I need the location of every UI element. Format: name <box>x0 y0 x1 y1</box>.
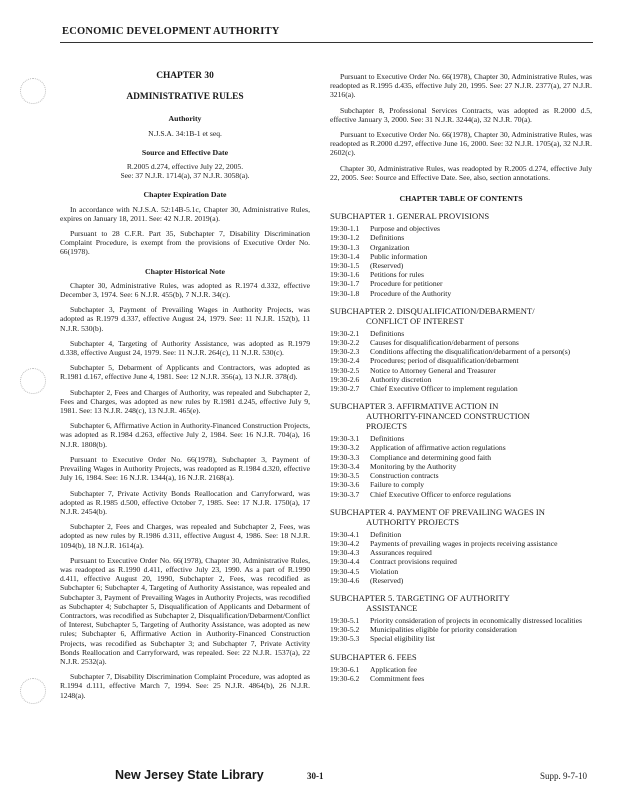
section-number: 19:30-1.1 <box>330 224 360 234</box>
left-column <box>60 72 310 706</box>
toc-entry <box>330 443 592 452</box>
section-number: 19:30-4.1 <box>330 529 360 539</box>
paragraph: Subchapter 3, Payment of Prevailing Wages in Authority Projects, was adopted as R.1979 d.337, effective August 24, 1979. See: 11 N.J.R. 152(b), 11 N.J.R. 530(b). <box>60 305 310 333</box>
toc-entry <box>330 634 592 643</box>
paragraph: Pursuant to Executive Order No. 66(1978), Subchapter 3, Payment of Prevailing Wages in Authority Projects, was readopted as R.1984 d.320, effective July 16, 1984. See: 16 N.J.R. 1344(a), 16 N.J.R. 2168(a). <box>60 454 310 483</box>
punch-hole <box>20 368 46 394</box>
subchapter-title-line: AUTHORITY-FINANCED CONSTRUCTION <box>366 411 530 422</box>
section-title: Definitions <box>370 434 405 444</box>
section-number: 19:30-4.4 <box>330 557 360 567</box>
section-number: 19:30-3.1 <box>330 434 360 444</box>
section-number: 19:30-2.6 <box>330 374 360 384</box>
section-number: 19:30-2.4 <box>330 356 360 366</box>
paragraph: Chapter 30, Administrative Rules, was adopted as R.1974 d.332, effective December 3, 1974. See: 6 N.J.R. 455(b), 7 N.J.R. 34(c). <box>60 280 310 300</box>
subchapter-heading <box>330 211 592 221</box>
section-number: 19:30-2.2 <box>330 338 360 348</box>
paragraph: Pursuant to Executive Order No. 66(1978), Chapter 30, Administrative Rules, was readopted as R.2000 d.297, effective June 16, 2000. See: 32 N.J.R. 1705(a), 32 N.J.R. 2602(c). <box>330 130 592 158</box>
toc-entry <box>330 576 592 585</box>
section-title: Conditions affecting the disqualification/debarment of a person(s) <box>370 347 571 357</box>
subchapter-title-line: SUBCHAPTER 3. AFFIRMATIVE ACTION IN <box>330 401 499 412</box>
toc-entry <box>330 243 592 252</box>
subchapter-heading <box>330 306 592 326</box>
toc-entry <box>330 434 592 443</box>
section-title: Monitoring by the Authority <box>370 461 457 471</box>
section-number: 19:30-1.2 <box>330 233 360 243</box>
section-number: 19:30-3.4 <box>330 461 360 471</box>
section-title: Organization <box>370 242 410 252</box>
authority-heading: Authority <box>168 114 202 124</box>
punch-hole <box>20 678 46 704</box>
header-rule <box>60 42 593 43</box>
toc-entry <box>330 270 592 279</box>
paragraph: In accordance with N.J.S.A. 52:14B-5.1c, Chapter 30, Administrative Rules, expires on January 18, 2011. See: 42 N.J.R. 2019(a). <box>60 204 310 223</box>
section-number: 19:30-3.2 <box>330 443 360 453</box>
toc-entry <box>330 233 592 242</box>
section-title: Causes for disqualification/debarment of persons <box>370 338 519 348</box>
page-footer <box>0 768 617 788</box>
toc-entry <box>330 530 592 539</box>
toc-entry <box>330 616 592 625</box>
section-title: Petitions for rules <box>370 270 424 280</box>
punch-hole <box>20 78 46 104</box>
toc-entry <box>330 665 592 674</box>
running-header: ECONOMIC DEVELOPMENT AUTHORITY <box>62 26 280 37</box>
section-title: Violation <box>370 566 399 576</box>
toc-entry <box>330 490 592 499</box>
table-of-contents <box>330 211 592 683</box>
section-list <box>330 224 592 298</box>
paragraph: Pursuant to 28 C.F.R. Part 35, Subchapter 7, Disability Discrimination Complaint Procedure, is exempt from the provisions of Executive Order No. 66(1978). <box>60 229 310 257</box>
history-heading: Chapter Historical Note <box>145 266 225 276</box>
subchapter-title-line: ASSISTANCE <box>366 602 418 613</box>
toc-entry <box>330 224 592 233</box>
section-title: Payments of prevailing wages in projects receiving assistance <box>370 538 558 548</box>
section-number: 19:30-3.7 <box>330 489 360 499</box>
paragraph: Subchapter 5, Debarment of Applicants and Contractors, was adopted as R.1981 d.167, effective June 4, 1981. See: 12 N.J.R. 356(a), 13 N.J.R. 378(d). <box>60 363 310 382</box>
section-number: 19:30-2.7 <box>330 384 360 394</box>
chapter-number: CHAPTER 30 <box>156 71 214 81</box>
section-number: 19:30-1.4 <box>330 251 360 261</box>
subchapter-title-line: CONFLICT OF INTEREST <box>366 315 464 326</box>
section-number: 19:30-1.5 <box>330 261 360 271</box>
toc-entry <box>330 384 592 393</box>
section-title: Special eligibility list <box>370 634 435 644</box>
section-number: 19:30-4.2 <box>330 538 360 548</box>
section-title: Municipalities eligible for priority consideration <box>370 625 517 635</box>
section-number: 19:30-3.6 <box>330 480 360 490</box>
section-title: Definitions <box>370 233 405 243</box>
toc-entry <box>330 674 592 683</box>
section-list <box>330 665 592 683</box>
subchapter-title-line: SUBCHAPTER 1. GENERAL PROVISIONS <box>330 211 490 222</box>
section-number: 19:30-2.5 <box>330 365 360 375</box>
section-list <box>330 616 592 644</box>
subchapter-title-line: SUBCHAPTER 6. FEES <box>330 651 417 662</box>
paragraph: Subchapter 6, Affirmative Action in Authority-Financed Construction Projects, was adopted as R.1984 d.263, effective July 2, 1984. See: 16 N.J.R. 704(a), 16 N.J.R. 1808(b). <box>60 421 310 449</box>
section-number: 19:30-2.3 <box>330 347 360 357</box>
toc-entry <box>330 625 592 634</box>
section-number: 19:30-3.3 <box>330 452 360 462</box>
section-title: Definitions <box>370 328 405 338</box>
source-line: R.2005 d.274, effective July 22, 2005. <box>126 162 244 172</box>
section-title: (Reserved) <box>370 261 404 271</box>
section-title: Authority discretion <box>370 374 432 384</box>
expiration-paras <box>60 205 310 257</box>
section-number: 19:30-5.1 <box>330 615 360 625</box>
toc-entry <box>330 279 592 288</box>
section-number: 19:30-4.3 <box>330 548 360 558</box>
subchapter-title-line: SUBCHAPTER 5. TARGETING OF AUTHORITY <box>330 592 510 603</box>
toc-entry <box>330 356 592 365</box>
section-title: Procedure for petitioner <box>370 279 443 289</box>
subchapter-heading <box>330 401 592 431</box>
section-number: 19:30-5.2 <box>330 625 360 635</box>
toc-entry <box>330 567 592 576</box>
toc-entry <box>330 366 592 375</box>
expiration-heading: Chapter Expiration Date <box>143 190 227 200</box>
section-title: Purpose and objectives <box>370 224 441 234</box>
subchapter-title-line: SUBCHAPTER 2. DISQUALIFICATION/DEBARMENT/ <box>330 305 535 316</box>
paragraph: Subchapter 7, Private Activity Bonds Reallocation and Carryforward, was adopted as R.1985 d.500, effective October 7, 1985. See: 17 N.J.R. 1750(a), 17 N.J.R. 2454(b). <box>60 488 310 516</box>
paragraph: Subchapter 7, Disability Discrimination Complaint Procedure, was adopted as R.1994 d.111, effective March 7, 1994. See: 25 N.J.R. 4864(b), 26 N.J.R. 1248(a). <box>60 672 310 700</box>
toc-entry <box>330 375 592 384</box>
toc-heading: CHAPTER TABLE OF CONTENTS <box>399 194 523 204</box>
paragraph: Subchapter 2, Fees and Charges, was repealed and Subchapter 2, Fees, was adopted as new rules by R.1986 d.311, effective August 4, 1986. See: 18 N.J.R. 1094(b), 18 N.J.R. 1614(a). <box>60 522 310 550</box>
toc-entry <box>330 539 592 548</box>
authority-text: N.J.S.A. 34:1B-1 et seq. <box>148 128 222 138</box>
toc-entry <box>330 480 592 489</box>
chapter-title: ADMINISTRATIVE RULES <box>126 92 244 103</box>
section-title: Assurances required <box>370 548 432 558</box>
toc-entry <box>330 329 592 338</box>
section-list <box>330 329 592 393</box>
paragraph: Subchapter 8, Professional Services Contracts, was adopted as R.2000 d.5, effective January 3, 2000. See: 31 N.J.R. 3244(a), 32 N.J.R. 70(a). <box>330 105 592 124</box>
section-number: 19:30-1.7 <box>330 279 360 289</box>
section-title: Application fee <box>370 664 418 674</box>
section-number: 19:30-5.3 <box>330 634 360 644</box>
toc-entry <box>330 347 592 356</box>
right-column <box>330 72 592 683</box>
paragraph: Pursuant to Executive Order No. 66(1978), Chapter 30, Administrative Rules, was readopted as R.1995 d.435, effective July 20, 1995. See: 27 N.J.R. 2377(a), 27 N.J.R. 3216(a). <box>330 72 592 100</box>
paragraph: Pursuant to Executive Order No. 66(1978), Chapter 30, Administrative Rules, was readopted as R.1990 d.411, effective July 23, 1990. As a part of R.1990 d.411, effective August 20, 1990, Subchapter 2, Fees, was recodified as Subchapter 6; Subchapter 4, Targeting of Authority Assistance, was repealed and Subchapter 3, Payment of Prevailing Wages in Authority Projects, was recodified as Subchapter 4; Subchapter 5, Disqualification of Applicants and Debarment of Contractors, was recodified as Subchapter 2, Disqualification/Debarment/Conflict of Interest, Subchapter 5, Targeting of Authority Assistance, was adopted as new rules; Subchapter 6, Affirmative Action in Authority-Financed Construction Projects, was recodified as Subchapter 3; and Subchapter 7, Private Activity Bonds Reallocation and Carryforward, was repealed. See: 22 N.J.R. 1537(a), 22 N.J.R. 2532(a). <box>60 555 310 666</box>
section-title: (Reserved) <box>370 575 404 585</box>
toc-entry <box>330 261 592 270</box>
section-title: Public information <box>370 251 428 261</box>
subchapter-heading <box>330 507 592 527</box>
supplement-date: Supp. 9-7-10 <box>540 771 587 781</box>
section-number: 19:30-4.6 <box>330 575 360 585</box>
section-title: Priority consideration of projects in economically distressed localities <box>370 615 582 625</box>
section-title: Compliance and determining good faith <box>370 452 492 462</box>
subchapter-title-line: SUBCHAPTER 4. PAYMENT OF PREVAILING WAGES IN <box>330 506 545 517</box>
paragraph: Chapter 30, Administrative Rules, was readopted by R.2005 d.274, effective July 22, 2005. See: Source and Effective Date. See, also, section annotations. <box>330 163 592 182</box>
section-number: 19:30-1.6 <box>330 270 360 280</box>
section-number: 19:30-6.2 <box>330 673 360 683</box>
section-title: Chief Executive Officer to implement regulation <box>370 384 518 394</box>
section-title: Failure to comply <box>370 480 424 490</box>
section-number: 19:30-1.3 <box>330 242 360 252</box>
paragraph: Subchapter 4, Targeting of Authority Assistance, was adopted as R.1979 d.338, effective August 24, 1979. See: 11 N.J.R. 264(c), 11 N.J.R. 530(c). <box>60 338 310 358</box>
section-number: 19:30-6.1 <box>330 664 360 674</box>
subchapter-title-line: AUTHORITY PROJECTS <box>366 516 460 527</box>
source-line: See: 37 N.J.R. 1714(a), 37 N.J.R. 3058(a). <box>120 171 250 181</box>
section-number: 19:30-4.5 <box>330 566 360 576</box>
section-title: Commitment fees <box>370 673 425 683</box>
section-number: 19:30-2.1 <box>330 328 360 338</box>
section-list <box>330 530 592 585</box>
section-title: Chief Executive Officer to enforce regulations <box>370 489 511 499</box>
section-title: Notice to Attorney General and Treasurer <box>370 365 496 375</box>
section-title: Procedure of the Authority <box>370 288 452 298</box>
toc-entry <box>330 453 592 462</box>
section-title: Definition <box>370 529 402 539</box>
toc-entry <box>330 557 592 566</box>
toc-entry <box>330 252 592 261</box>
toc-entry <box>330 548 592 557</box>
toc-entry <box>330 471 592 480</box>
subchapter-heading <box>330 652 592 662</box>
section-title: Construction contracts <box>370 471 439 481</box>
section-number: 19:30-1.8 <box>330 288 360 298</box>
toc-entry <box>330 462 592 471</box>
subchapter-heading <box>330 593 592 613</box>
section-number: 19:30-3.5 <box>330 471 360 481</box>
subchapter-title-line: PROJECTS <box>366 421 408 432</box>
section-title: Procedures; period of disqualification/debarment <box>370 356 519 366</box>
toc-entry <box>330 338 592 347</box>
section-list <box>330 434 592 498</box>
page-number: 30-1 <box>307 771 324 781</box>
library-stamp: New Jersey State Library <box>115 768 264 782</box>
right-history-paras <box>330 72 592 182</box>
paragraph: Subchapter 2, Fees and Charges of Authority, was repealed and Subchapter 2, Fees and Charges, was adopted as new rules by R.1981 d.245, effective July 9, 1981. See: 13 N.J.R. 248(c), 13 N.J.R. 465(e). <box>60 387 310 416</box>
history-paras <box>60 281 310 700</box>
section-title: Application of affirmative action regulations <box>370 443 506 453</box>
source-heading: Source and Effective Date <box>141 147 229 157</box>
toc-entry <box>330 289 592 298</box>
section-title: Contract provisions required <box>370 557 457 567</box>
